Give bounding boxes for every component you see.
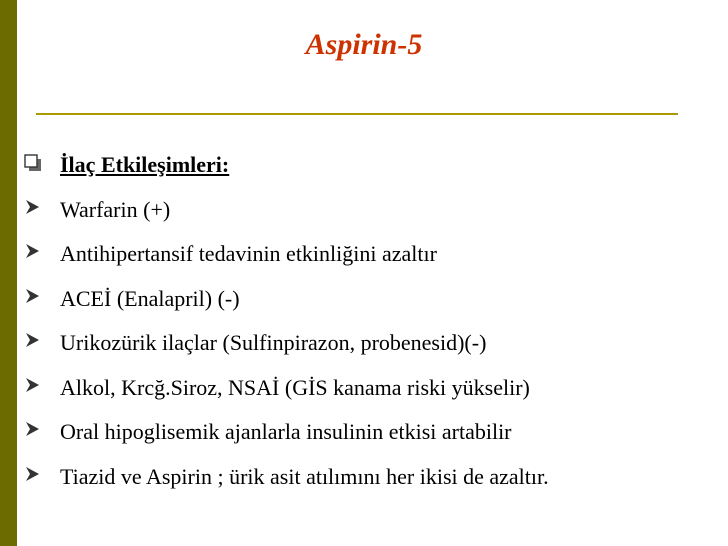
square-bullet-icon xyxy=(24,146,60,172)
bullet-item xyxy=(24,369,724,414)
bullet-text: ACEİ (Enalapril) (-) xyxy=(60,285,240,311)
bullet-item xyxy=(24,235,724,280)
bullet-text: Urikozürik ilaçlar (Sulfinpirazon, probenesid)(-) xyxy=(60,330,487,355)
bullet-item xyxy=(24,280,724,325)
bullet-text: Alkol, Krcğ.Siroz, NSAİ (GİS kanama riski yükselir) xyxy=(60,374,530,400)
arrowhead-bullet-icon xyxy=(24,235,60,259)
bullet-text: Tiazid ve Aspirin ; ürik asit atılımını her ikisi de azaltır. xyxy=(60,463,549,489)
title-divider xyxy=(36,113,678,115)
arrowhead-bullet-icon xyxy=(24,458,60,482)
bullet-item xyxy=(24,324,724,369)
arrowhead-bullet-icon xyxy=(24,413,60,437)
bullet-text: Oral hipoglisemik ajanlarla insulinin etkisi artabilir xyxy=(60,419,512,444)
bullet-text: Antihipertansif tedavinin etkinliğini azaltır xyxy=(60,241,437,266)
arrowhead-bullet-icon xyxy=(24,191,60,215)
bullet-item xyxy=(24,191,724,236)
bullet-item-heading xyxy=(24,146,724,191)
arrowhead-bullet-icon xyxy=(24,324,60,348)
bullet-item xyxy=(24,413,724,458)
slide-side-bar xyxy=(0,0,17,546)
arrowhead-bullet-icon xyxy=(24,280,60,304)
bullet-heading-text: İlaç Etkileşimleri: xyxy=(60,152,230,177)
bullet-item xyxy=(24,458,724,503)
arrowhead-bullet-icon xyxy=(24,369,60,393)
slide-title: Aspirin-5 xyxy=(305,28,423,61)
bullet-list xyxy=(24,146,724,502)
bullet-text: Warfarin (+) xyxy=(60,196,171,222)
